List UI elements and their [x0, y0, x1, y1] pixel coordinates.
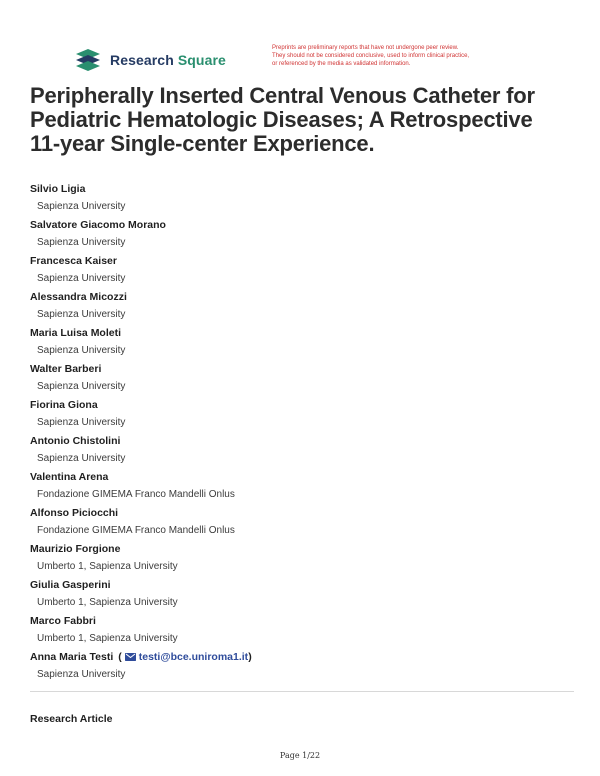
- author-affiliation: Fondazione GIMEMA Franco Mandelli Onlus: [37, 525, 235, 536]
- author-name: Valentina Arena: [30, 471, 109, 483]
- author-affiliation: Sapienza University: [37, 201, 126, 212]
- author-entry: [30, 252, 570, 288]
- author-name: Maurizio Forgione: [30, 543, 121, 555]
- research-square-logo-icon: [74, 48, 102, 72]
- author-name: Walter Barberi: [30, 363, 102, 375]
- author-entry: [30, 576, 570, 612]
- author-affiliation: Umberto 1, Sapienza University: [37, 561, 178, 572]
- author-affiliation: Sapienza University: [37, 669, 126, 680]
- author-list: [30, 180, 570, 684]
- research-square-logo[interactable]: [74, 48, 226, 72]
- author-entry: [30, 612, 570, 648]
- author-entry-corresponding: [30, 648, 570, 684]
- author-name: Alessandra Micozzi: [30, 291, 127, 303]
- author-affiliation: Sapienza University: [37, 309, 126, 320]
- corresponding-contact: [118, 651, 251, 663]
- title-line: 11-year Single-center Experience.: [30, 131, 375, 156]
- page-header: [74, 44, 534, 74]
- author-name: Fiorina Giona: [30, 399, 98, 411]
- disclaimer-line: Preprints are preliminary reports that have not undergone peer review.: [272, 45, 459, 51]
- author-name: Anna Maria Testi: [30, 651, 114, 663]
- author-affiliation: Sapienza University: [37, 381, 126, 392]
- author-name: Francesca Kaiser: [30, 255, 117, 267]
- article-type-label: Research Article: [30, 713, 113, 725]
- author-entry: [30, 360, 570, 396]
- author-entry: [30, 324, 570, 360]
- logo-word-square: Square: [177, 52, 226, 68]
- contact-close-paren: ): [248, 651, 252, 663]
- paper-title: [30, 84, 570, 156]
- author-name: Alfonso Piciocchi: [30, 507, 119, 519]
- disclaimer-line: They should not be considered conclusive, used to inform clinical practice,: [272, 53, 470, 59]
- author-name: Maria Luisa Moleti: [30, 327, 122, 339]
- envelope-icon: [125, 653, 136, 661]
- author-affiliation: Fondazione GIMEMA Franco Mandelli Onlus: [37, 489, 235, 500]
- logo-word-research: Research: [110, 52, 174, 68]
- author-affiliation: Umberto 1, Sapienza University: [37, 633, 178, 644]
- title-line: Pediatric Hematologic Diseases; A Retrospective: [30, 107, 533, 132]
- author-entry: [30, 216, 570, 252]
- author-name: Antonio Chistolini: [30, 435, 121, 447]
- author-entry: [30, 180, 570, 216]
- author-affiliation: Sapienza University: [37, 237, 126, 248]
- title-line: Peripherally Inserted Central Venous Catheter for: [30, 83, 535, 108]
- author-affiliation: Sapienza University: [37, 273, 126, 284]
- author-email-link[interactable]: testi@bce.uniroma1.it: [138, 651, 249, 663]
- author-name: Silvio Ligia: [30, 183, 86, 195]
- author-name-row: [30, 648, 570, 666]
- author-entry: [30, 540, 570, 576]
- author-affiliation: Sapienza University: [37, 345, 126, 356]
- author-name: Salvatore Giacomo Morano: [30, 219, 166, 231]
- logo-wordmark: [110, 52, 226, 68]
- author-entry: [30, 432, 570, 468]
- contact-open-paren: (: [118, 651, 122, 663]
- author-name: Marco Fabbri: [30, 615, 96, 627]
- author-entry: [30, 468, 570, 504]
- disclaimer-line: or referenced by the media as validated information.: [272, 61, 411, 67]
- author-affiliation: Umberto 1, Sapienza University: [37, 597, 178, 608]
- author-name: Giulia Gasperini: [30, 579, 111, 591]
- author-affiliation: Sapienza University: [37, 453, 126, 464]
- author-entry: [30, 396, 570, 432]
- author-affiliation: Sapienza University: [37, 417, 126, 428]
- section-divider: [30, 691, 574, 692]
- preprint-disclaimer: [272, 44, 542, 68]
- author-entry: [30, 288, 570, 324]
- author-entry: [30, 504, 570, 540]
- page-number: Page 1/22: [279, 751, 321, 760]
